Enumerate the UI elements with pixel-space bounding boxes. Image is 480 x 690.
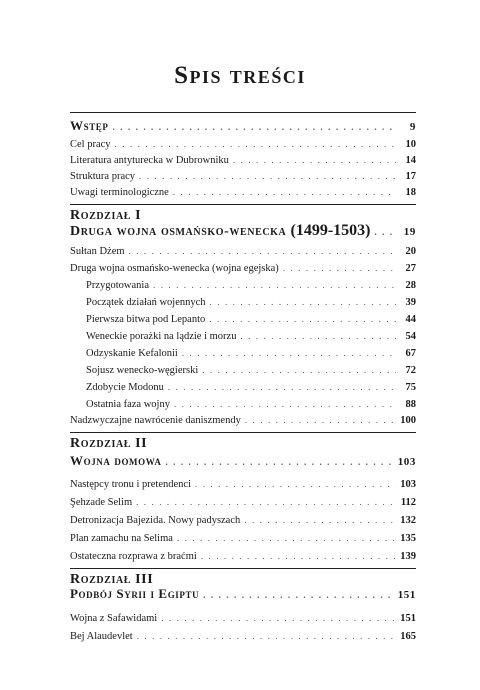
toc-entry[interactable] <box>70 478 416 491</box>
dot-leader <box>203 587 393 603</box>
toc-heading-chapter-3[interactable] <box>70 586 416 602</box>
toc-entry-page: 20 <box>405 246 416 257</box>
toc-entry-title: Przygotowania <box>86 280 149 291</box>
dot-leader <box>153 279 396 292</box>
dot-leader <box>210 296 396 309</box>
dot-leader <box>244 514 396 527</box>
toc-entry-page: 132 <box>400 515 416 526</box>
toc-entry-page: 67 <box>405 348 416 359</box>
toc-entry-title: Plan zamachu na Selima <box>70 533 173 544</box>
toc-entry-title <box>70 222 370 241</box>
section-divider <box>70 568 416 569</box>
toc-entry[interactable] <box>70 612 416 625</box>
toc-entry-page: 17 <box>405 171 416 182</box>
dot-leader <box>139 170 396 183</box>
toc-entry-title: Nadzwyczajne nawrócenie daniszmendy <box>70 415 241 426</box>
toc-entry-title: Detronizacja Bajezida. Nowy padyszach <box>70 515 241 526</box>
dot-leader <box>240 330 396 343</box>
toc-entry-page: 151 <box>400 613 416 624</box>
toc-entry-page: 75 <box>405 382 416 393</box>
toc-entry-page: 9 <box>409 121 416 133</box>
toc-entry-title: Podbój Syrii i Egiptu <box>70 586 200 601</box>
dot-leader <box>182 347 396 360</box>
dot-leader <box>129 245 396 258</box>
toc-entry-page: 54 <box>405 331 416 342</box>
toc-heading-chapter-2[interactable] <box>70 453 416 469</box>
toc-subentry[interactable] <box>86 296 416 309</box>
dot-leader <box>161 612 396 625</box>
toc-entry-title: Struktura pracy <box>70 171 136 182</box>
toc-entry-title: Sułtan Dżem <box>70 246 125 257</box>
toc-entry-page: 88 <box>405 399 416 410</box>
toc-entry-title: Odzyskanie Kefalonii <box>86 348 178 359</box>
dot-leader <box>173 186 396 199</box>
toc-entry-title: Druga wojna osmańsko-wenecka (wojna egejska) <box>70 263 279 274</box>
chapter-label: Rozdział I <box>70 208 142 223</box>
dot-leader <box>374 223 396 241</box>
toc-entry[interactable] <box>70 138 416 151</box>
dot-leader <box>115 138 396 151</box>
chapter-label: Rozdział III <box>70 572 154 587</box>
chapter-label: Rozdział II <box>70 436 148 451</box>
section-divider <box>70 432 416 433</box>
toc-entry-page: 165 <box>400 631 416 642</box>
toc-entry[interactable] <box>70 414 416 427</box>
toc-entry-title: Zdobycie Modonu <box>86 382 164 393</box>
dot-leader <box>201 550 396 563</box>
toc-entry[interactable] <box>70 532 416 545</box>
toc-entry-title: Ostateczna rozprawa z braćmi <box>70 551 197 562</box>
toc-entry-page: 103 <box>400 479 416 490</box>
toc-entry[interactable] <box>70 154 416 167</box>
toc-subentry[interactable] <box>86 381 416 394</box>
toc-entry-title: Weneckie porażki na lądzie i morzu <box>86 331 237 342</box>
toc-subentry[interactable] <box>86 313 416 326</box>
toc-entry-page: 39 <box>405 297 416 308</box>
toc-entry[interactable] <box>70 514 416 527</box>
dot-leader <box>202 364 396 377</box>
toc-heading-chapter-1[interactable] <box>70 222 416 240</box>
toc-entry-page: 112 <box>400 497 416 508</box>
dot-leader <box>174 398 396 411</box>
section-divider <box>70 204 416 205</box>
toc-entry[interactable] <box>70 496 416 509</box>
dot-leader <box>177 532 396 545</box>
toc-entry-title: Pierwsza bitwa pod Lepanto <box>86 314 206 325</box>
dot-leader <box>195 478 396 491</box>
toc-entry[interactable] <box>70 245 416 258</box>
dot-leader <box>137 630 396 643</box>
toc-entry-page: 14 <box>405 155 416 166</box>
toc-entry-page: 135 <box>400 533 416 544</box>
toc-entry-page: 28 <box>405 280 416 291</box>
toc-entry-page: 100 <box>400 415 416 426</box>
toc-entry-title: Şehzade Selim <box>70 497 133 508</box>
dot-leader <box>113 119 396 135</box>
dot-leader <box>168 381 396 394</box>
toc-entry-page: 151 <box>397 589 416 601</box>
toc-entry-title: Wstęp <box>70 118 109 133</box>
toc-entry-page: 44 <box>405 314 416 325</box>
toc-entry-page: 103 <box>397 456 416 468</box>
toc-entry[interactable] <box>70 262 416 275</box>
toc-entry-title: Początek działań wojennych <box>86 297 206 308</box>
toc-entry-title: Sojusz wenecko-węgierski <box>86 365 199 376</box>
dot-leader <box>209 313 396 326</box>
toc-entry-title: Wojna domowa <box>70 453 162 468</box>
dot-leader <box>136 496 396 509</box>
toc-heading-intro[interactable] <box>70 118 416 134</box>
toc-entry-page: 139 <box>400 551 416 562</box>
toc-subentry[interactable] <box>86 364 416 377</box>
chapter-title-years: (1499-1503) <box>290 222 371 239</box>
toc-entry-page: 19 <box>403 226 416 238</box>
toc-entry-title: Bej Alaudevlet <box>70 631 133 642</box>
chapter-title-text: Druga wojna osmańsko-wenecka <box>70 224 287 239</box>
page-title: Spis treści <box>174 62 306 89</box>
toc-entry-page: 72 <box>405 365 416 376</box>
toc-entry[interactable] <box>70 186 416 199</box>
toc-entry-page: 27 <box>405 263 416 274</box>
dot-leader <box>233 154 396 167</box>
section-divider <box>70 112 416 113</box>
toc-entry[interactable] <box>70 550 416 563</box>
dot-leader <box>245 414 396 427</box>
toc-entry-title: Uwagi terminologiczne <box>70 187 169 198</box>
toc-entry-page: 10 <box>405 139 416 150</box>
toc-subentry[interactable] <box>86 347 416 360</box>
toc-subentry[interactable] <box>86 330 416 343</box>
dot-leader <box>165 454 393 470</box>
toc-entry-title: Następcy tronu i pretendenci <box>70 479 191 490</box>
toc-entry-title: Ostatnia faza wojny <box>86 399 170 410</box>
toc-entry[interactable] <box>70 630 416 643</box>
toc-entry[interactable] <box>70 170 416 183</box>
toc-entry-title: Wojna z Safawidami <box>70 613 158 624</box>
toc-subentry[interactable] <box>86 279 416 292</box>
toc-entry-page: 18 <box>405 187 416 198</box>
toc-subentry[interactable] <box>86 398 416 411</box>
toc-entry-title: Literatura antyturecka w Dubrowniku <box>70 155 229 166</box>
toc-entry-title: Cel pracy <box>70 139 111 150</box>
dot-leader <box>283 262 396 275</box>
